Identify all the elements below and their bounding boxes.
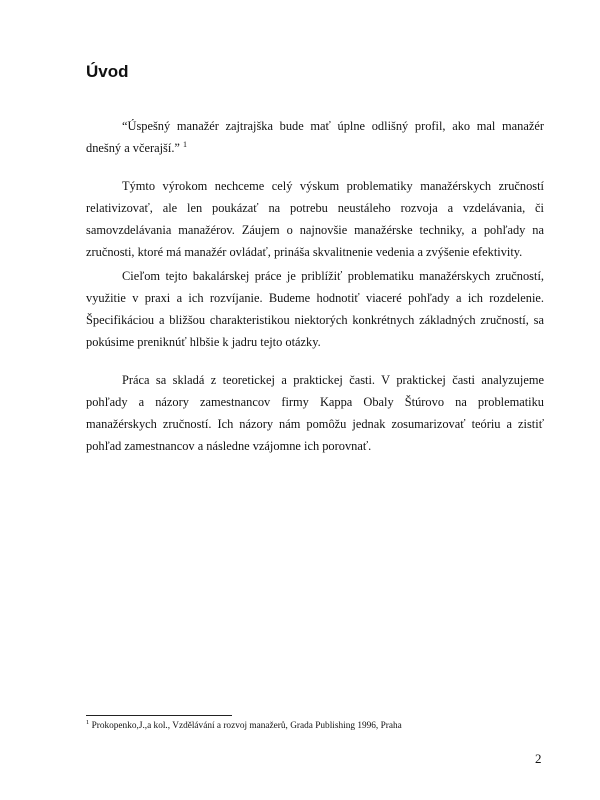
paragraph-structure: Práca sa skladá z teoretickej a praktickej časti. V praktickej časti analyzujeme pohľady a názory zamestnancov firmy Kappa Obaly Štúrovo na problematiku manažérskych zručností. Ich názory nám pomôžu jednak zosumarizovať teóriu a zistiť pohľad zamestnancov a následne vzájomne ich porovnať.: [86, 373, 544, 453]
page-number: 2: [535, 751, 542, 766]
paragraph-aim: Cieľom tejto bakalárskej práce je priblížiť problematiku manažérskych zručností, využitie v praxi a ich rozvíjanie. Budeme hodnotiť viaceré pohľady a ich rozdelenie. Špecifikáciou a bližšou charakteristikou niektorých konkrétnych základných zručností, sa pokúsime preniknúť hlbšie k jadru tejto otázky.: [86, 269, 544, 349]
section-heading: Úvod: [86, 62, 129, 81]
footnote: [86, 719, 402, 731]
footnote-number: 1: [86, 719, 90, 726]
footnote-text: Prokopenko,J.,a kol., Vzdělávání a rozvoj manažerů, Grada Publishing 1996, Praha: [89, 721, 402, 732]
footnote-divider: [86, 715, 232, 716]
paragraph-context: Týmto výrokom nechceme celý výskum problematiky manažérskych zručností relativizovať, ale len poukázať na potrebu neustáleho rozvoja a vzdelávania, či samovzdelávania manažérov. Záujem o najnovšie manažérske techniky, a pohľady na zručnosti, ktoré má manažér ovládať, prináša skvalitnenie vedenia a zvýšenie efektivity.: [86, 179, 544, 259]
quote-text: “Úspešný manažér zajtrajška bude mať úplne odlišný profil, ako mal manažér dnešný a včerajší.”: [86, 119, 544, 155]
quote-paragraph: [86, 115, 544, 159]
footnote-reference: 1: [183, 139, 188, 149]
